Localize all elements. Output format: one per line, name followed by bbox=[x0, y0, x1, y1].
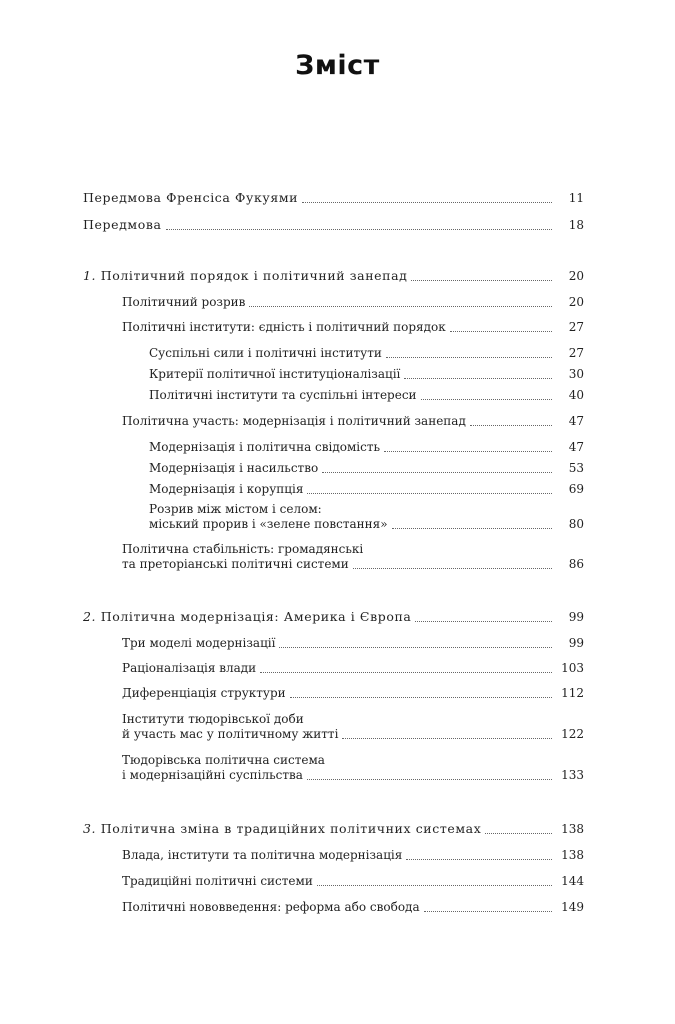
toc-section[interactable] bbox=[122, 874, 584, 889]
toc-page-number: 47 bbox=[568, 440, 584, 454]
toc-section[interactable] bbox=[122, 661, 584, 676]
toc-entry-label-line1: Тюдорівська політична система bbox=[122, 753, 325, 767]
toc-section[interactable] bbox=[122, 686, 584, 701]
dot-leader bbox=[290, 696, 552, 698]
page-title: Зміст bbox=[295, 50, 380, 81]
dot-leader bbox=[384, 450, 552, 452]
toc-entry-foreword[interactable] bbox=[83, 217, 584, 233]
toc-entry-label: й участь мас у політичному житті bbox=[122, 727, 339, 741]
toc-entry-label: Політичні інститути: єдність і політичний порядок bbox=[122, 320, 446, 334]
toc-page-number: 47 bbox=[568, 414, 584, 428]
toc-subsection[interactable] bbox=[149, 388, 584, 403]
toc-entry-label-line1: Розрив між містом і селом: bbox=[149, 502, 322, 516]
dot-leader bbox=[386, 356, 552, 358]
toc-page-number: 122 bbox=[561, 727, 584, 741]
dot-leader bbox=[307, 492, 552, 494]
toc-entry-label: Критерії політичної інституціоналізації bbox=[149, 367, 401, 381]
dot-leader bbox=[249, 305, 552, 307]
chapter-number: 3. bbox=[83, 821, 97, 836]
toc-page-number: 30 bbox=[568, 367, 584, 381]
dot-leader bbox=[322, 471, 552, 473]
toc-entry-label: та преторіанські політичні системи bbox=[122, 557, 349, 571]
toc-page-number: 138 bbox=[561, 822, 584, 836]
toc-page-number: 99 bbox=[568, 636, 584, 650]
toc-page-number: 144 bbox=[561, 874, 584, 888]
toc-subsection[interactable] bbox=[149, 367, 584, 382]
toc-entry-label: і модернізаційні суспільства bbox=[122, 768, 303, 782]
dot-leader bbox=[260, 671, 552, 673]
toc-entry-label: Політичні нововведення: реформа або свобода bbox=[122, 900, 420, 914]
toc-entry-label: Передмова Френсіса Фукуями bbox=[83, 190, 299, 205]
toc-section[interactable] bbox=[122, 753, 584, 783]
toc-entry-label: Політичний розрив bbox=[122, 295, 246, 309]
toc-section[interactable] bbox=[122, 320, 584, 335]
toc-entry-label-line1: Політична стабільність: громадянські bbox=[122, 542, 364, 556]
toc-section[interactable] bbox=[122, 712, 584, 742]
toc-page-number: 80 bbox=[568, 517, 584, 531]
chapter-number: 1. bbox=[83, 268, 97, 283]
dot-leader bbox=[485, 832, 552, 834]
toc-entry-label: Модернізація і насильство bbox=[149, 461, 319, 475]
dot-leader bbox=[353, 567, 552, 569]
toc-section[interactable] bbox=[122, 295, 584, 310]
toc-page-number: 18 bbox=[568, 218, 584, 232]
toc-chapter-1[interactable] bbox=[83, 268, 584, 284]
toc-entry-label: Модернізація і політична свідомість bbox=[149, 440, 381, 454]
dot-leader bbox=[392, 527, 552, 529]
toc-subsection[interactable] bbox=[149, 440, 584, 455]
toc-entry-label: Традиційні політичні системи bbox=[122, 874, 313, 888]
dot-leader bbox=[450, 330, 552, 332]
dot-leader bbox=[421, 398, 552, 400]
toc-page-number: 99 bbox=[568, 610, 584, 624]
toc-entry-label: Політична зміна в традиційних політичних системах bbox=[100, 821, 482, 836]
toc-entry-label: Політична участь: модернізація і політичний занепад bbox=[122, 414, 466, 428]
toc-page-number: 86 bbox=[568, 557, 584, 571]
toc-entry-label: Суспільні сили і політичні інститути bbox=[149, 346, 382, 360]
dot-leader bbox=[279, 646, 552, 648]
toc-section[interactable] bbox=[122, 900, 584, 915]
toc-subsection[interactable] bbox=[149, 502, 584, 532]
toc-entry-label-line1: Інститути тюдорівської доби bbox=[122, 712, 304, 726]
toc-chapter-3[interactable] bbox=[83, 821, 584, 837]
toc-section[interactable] bbox=[122, 636, 584, 651]
toc-entry-label: Політичні інститути та суспільні інтереси bbox=[149, 388, 417, 402]
toc-entry-label: Влада, інститути та політична модернізація bbox=[122, 848, 403, 862]
toc-section[interactable] bbox=[122, 414, 584, 429]
toc-entry-label: Раціоналізація влади bbox=[122, 661, 257, 675]
toc-subsection[interactable] bbox=[149, 461, 584, 476]
toc-section[interactable] bbox=[122, 848, 584, 863]
toc-page-number: 20 bbox=[568, 295, 584, 309]
dot-leader bbox=[404, 377, 552, 379]
toc-page-number: 53 bbox=[568, 461, 584, 475]
toc-page-number: 27 bbox=[568, 346, 584, 360]
dot-leader bbox=[302, 201, 552, 203]
dot-leader bbox=[470, 424, 552, 426]
toc-entry-label: Передмова bbox=[83, 217, 162, 232]
toc-entry-label: Три моделі модернізації bbox=[122, 636, 276, 650]
dot-leader bbox=[411, 279, 552, 281]
toc-subsection[interactable] bbox=[149, 482, 584, 497]
chapter-number: 2. bbox=[83, 609, 97, 624]
toc-page-number: 69 bbox=[568, 482, 584, 496]
toc-page-number: 138 bbox=[561, 848, 584, 862]
toc-subsection[interactable] bbox=[149, 346, 584, 361]
dot-leader bbox=[166, 228, 552, 230]
toc-entry-label: міський прорив і «зелене повстання» bbox=[149, 517, 388, 531]
dot-leader bbox=[342, 737, 552, 739]
dot-leader bbox=[415, 620, 552, 622]
toc-page-number: 20 bbox=[568, 269, 584, 283]
dot-leader bbox=[317, 884, 552, 886]
toc-page-number: 27 bbox=[568, 320, 584, 334]
dot-leader bbox=[406, 858, 552, 860]
dot-leader bbox=[424, 910, 552, 912]
toc-entry-foreword-fukuyama[interactable] bbox=[83, 190, 584, 206]
toc-page-number: 11 bbox=[568, 191, 584, 205]
toc-entry-label: Модернізація і корупція bbox=[149, 482, 304, 496]
dot-leader bbox=[307, 778, 552, 780]
toc-page-number: 40 bbox=[568, 388, 584, 402]
toc-page-number: 149 bbox=[561, 900, 584, 914]
toc-entry-label: Диференціація структури bbox=[122, 686, 286, 700]
toc-page-number: 112 bbox=[561, 686, 584, 700]
toc-page-number: 103 bbox=[561, 661, 584, 675]
toc-chapter-2[interactable] bbox=[83, 609, 584, 625]
toc-entry-label: Політичний порядок і політичний занепад bbox=[100, 268, 408, 283]
toc-section[interactable] bbox=[122, 542, 584, 572]
toc-page-number: 133 bbox=[561, 768, 584, 782]
toc-entry-label: Політична модернізація: Америка і Європа bbox=[100, 609, 412, 624]
